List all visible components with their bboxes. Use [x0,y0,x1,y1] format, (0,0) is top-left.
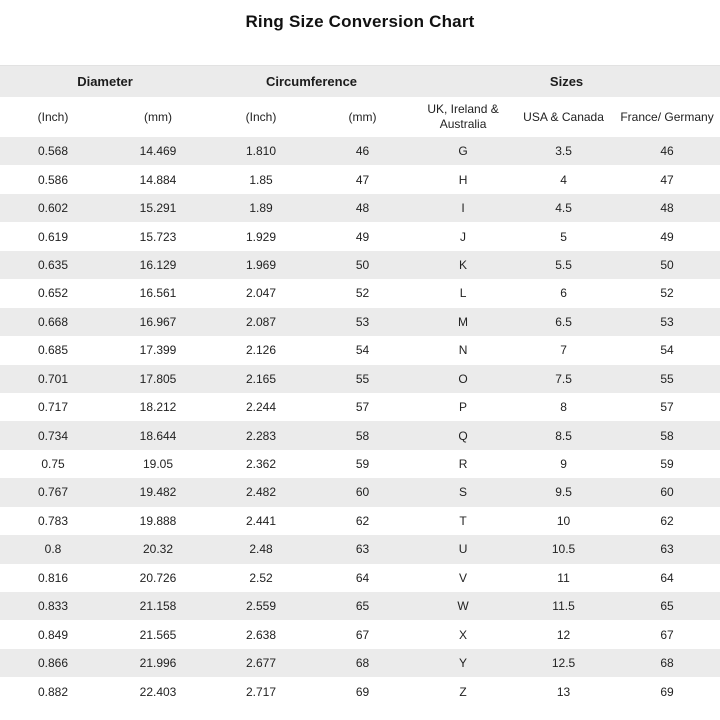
cell: 60 [660,485,674,500]
cell: 55 [660,371,674,386]
cell: 67 [355,627,370,642]
cell: 68 [355,656,370,671]
cell: 3.5 [555,144,572,159]
cell: 2.087 [246,314,277,329]
cell: 53 [355,314,370,329]
cell: 67 [660,627,674,642]
cell: 21.158 [139,599,177,614]
cell: 20.726 [139,570,177,585]
column-header: (mm) [106,97,210,137]
cell: 0.652 [37,286,69,301]
cell: 18.212 [139,400,177,415]
cell: 11.5 [552,599,575,614]
cell: 22.403 [139,684,177,699]
cell: R [458,457,468,472]
cell: 2.244 [246,400,277,415]
cell: 0.717 [37,400,69,415]
column-group-header: Circumference [210,66,413,98]
cell: G [458,144,468,159]
cell: 2.717 [246,684,277,699]
table-row [0,649,720,677]
cell: K [459,257,468,272]
cell: L [459,286,467,301]
cell: 16.967 [139,314,177,329]
cell: 2.441 [246,513,277,528]
cell: 50 [660,257,674,272]
cell: 58 [660,428,674,443]
cell: 21.996 [139,656,177,671]
table-row [0,251,720,279]
column-header: France/ Germany [614,97,720,137]
cell: 12.5 [551,656,576,671]
cell: Z [459,684,467,699]
cell: 0.685 [37,343,69,358]
cell: 46 [660,144,674,159]
cell: M [458,314,469,329]
column-header: USA & Canada [513,97,614,137]
cell: P [459,400,468,415]
cell: 21.565 [139,627,177,642]
cell: 0.602 [37,201,69,216]
cell: 0.619 [37,229,69,244]
cell: 50 [355,257,370,272]
cell: 0.701 [37,371,69,386]
cell: 0.816 [37,570,69,585]
cell: 0.783 [37,513,69,528]
cell: 64 [355,570,370,585]
cell: 4 [560,172,567,187]
page-title: Ring Size Conversion Chart [245,12,475,31]
cell: 47 [660,172,674,187]
cell: I [461,201,465,216]
cell: 49 [355,229,370,244]
cell: 0.734 [37,428,69,443]
cell: 69 [660,684,674,699]
table-row [0,507,720,535]
cell: 0.568 [37,144,69,159]
column-header: (Inch) [0,97,106,137]
cell: 0.635 [37,257,69,272]
cell: 64 [660,570,674,585]
cell: 11 [557,570,570,585]
cell: 20.32 [142,542,174,557]
cell: 7.5 [555,371,572,386]
column-header-row [0,97,720,137]
table-row [0,308,720,336]
cell: 57 [355,400,370,415]
cell: 16.561 [139,286,177,301]
cell: 0.75 [41,457,65,472]
table-row [0,279,720,307]
cell: 0.8 [44,542,62,557]
cell: 0.882 [37,684,69,699]
column-header: (mm) [312,97,413,137]
cell: 2.52 [249,570,273,585]
table-row [0,450,720,478]
cell: 48 [660,201,674,216]
cell: 55 [355,371,370,386]
cell: J [460,229,467,244]
cell: 69 [355,684,370,699]
cell: 59 [355,457,370,472]
table-row [0,165,720,193]
cell: 16.129 [139,257,177,272]
cell: 5 [560,229,567,244]
cell: 10.5 [551,542,576,557]
cell: 1.89 [249,201,273,216]
cell: N [458,343,468,358]
cell: 54 [355,343,370,358]
cell: 7 [560,343,567,358]
cell: 2.283 [246,428,277,443]
cell: 2.126 [246,343,277,358]
cell: 2.559 [246,599,277,614]
table-row [0,677,720,705]
cell: 17.399 [139,343,177,358]
cell: S [459,485,468,500]
cell: T [459,513,467,528]
cell: 0.833 [37,599,69,614]
cell: 53 [660,314,674,329]
cell: 18.644 [139,428,177,443]
cell: 10 [556,513,571,528]
cell: 19.888 [139,513,177,528]
table-row [0,535,720,563]
table-row [0,336,720,364]
cell: H [458,172,468,187]
cell: Q [458,428,468,443]
cell: Y [459,656,468,671]
cell: 2.047 [246,286,277,301]
cell: U [458,542,468,557]
cell: 49 [660,229,674,244]
cell: 2.362 [246,457,277,472]
cell: O [458,371,468,386]
table-row [0,421,720,449]
table-row [0,564,720,592]
cell: 2.48 [249,542,273,557]
cell: 63 [355,542,370,557]
table-row [0,478,720,506]
cell: 63 [660,542,674,557]
cell: 8.5 [555,428,572,443]
cell: 65 [355,599,370,614]
cell: 0.767 [37,485,69,500]
column-group-header: Sizes [413,66,720,98]
column-header: (Inch) [210,97,312,137]
table-row [0,194,720,222]
table-row [0,620,720,648]
cell: 68 [660,656,674,671]
cell: 52 [355,286,370,301]
cell: 1.929 [246,229,277,244]
cell: 62 [660,513,674,528]
table-row [0,137,720,165]
table-row [0,222,720,250]
cell: 57 [660,400,674,415]
cell: 54 [660,343,674,358]
cell: 52 [660,286,674,301]
cell: 46 [355,144,370,159]
cell: 9 [560,457,567,472]
cell: 17.805 [139,371,177,386]
cell: 2.482 [246,485,277,500]
group-header-row [0,66,720,98]
cell: 47 [355,172,370,187]
cell: 13 [556,684,571,699]
cell: 15.723 [139,229,177,244]
cell: 0.586 [37,172,69,187]
cell: 0.866 [37,656,69,671]
cell: 2.677 [246,656,277,671]
cell: V [459,570,468,585]
cell: 9.5 [555,485,572,500]
ring-size-table [0,65,720,706]
cell: 19.05 [142,457,174,472]
table-row [0,365,720,393]
cell: 1.85 [249,172,273,187]
cell: 0.849 [37,627,69,642]
cell: 12 [556,627,571,642]
table-row [0,393,720,421]
table-body [0,137,720,706]
cell: 65 [660,599,674,614]
cell: W [457,599,469,614]
cell: 5.5 [555,257,572,272]
cell: 1.810 [246,144,277,159]
cell: 8 [560,400,567,415]
cell: 60 [355,485,370,500]
cell: 19.482 [139,485,177,500]
cell: 48 [355,201,370,216]
cell: 59 [660,457,674,472]
cell: 2.165 [246,371,277,386]
cell: 62 [355,513,370,528]
cell: 14.884 [139,172,177,187]
cell: 6.5 [555,314,572,329]
cell: 2.638 [246,627,277,642]
cell: 1.969 [246,257,277,272]
column-header: UK, Ireland & Australia [413,97,513,137]
cell: X [459,627,468,642]
table-row [0,592,720,620]
cell: 0.668 [37,314,69,329]
column-group-header: Diameter [0,66,210,98]
cell: 6 [560,286,567,301]
cell: 15.291 [139,201,177,216]
cell: 4.5 [555,201,572,216]
cell: 58 [355,428,370,443]
cell: 14.469 [139,144,177,159]
